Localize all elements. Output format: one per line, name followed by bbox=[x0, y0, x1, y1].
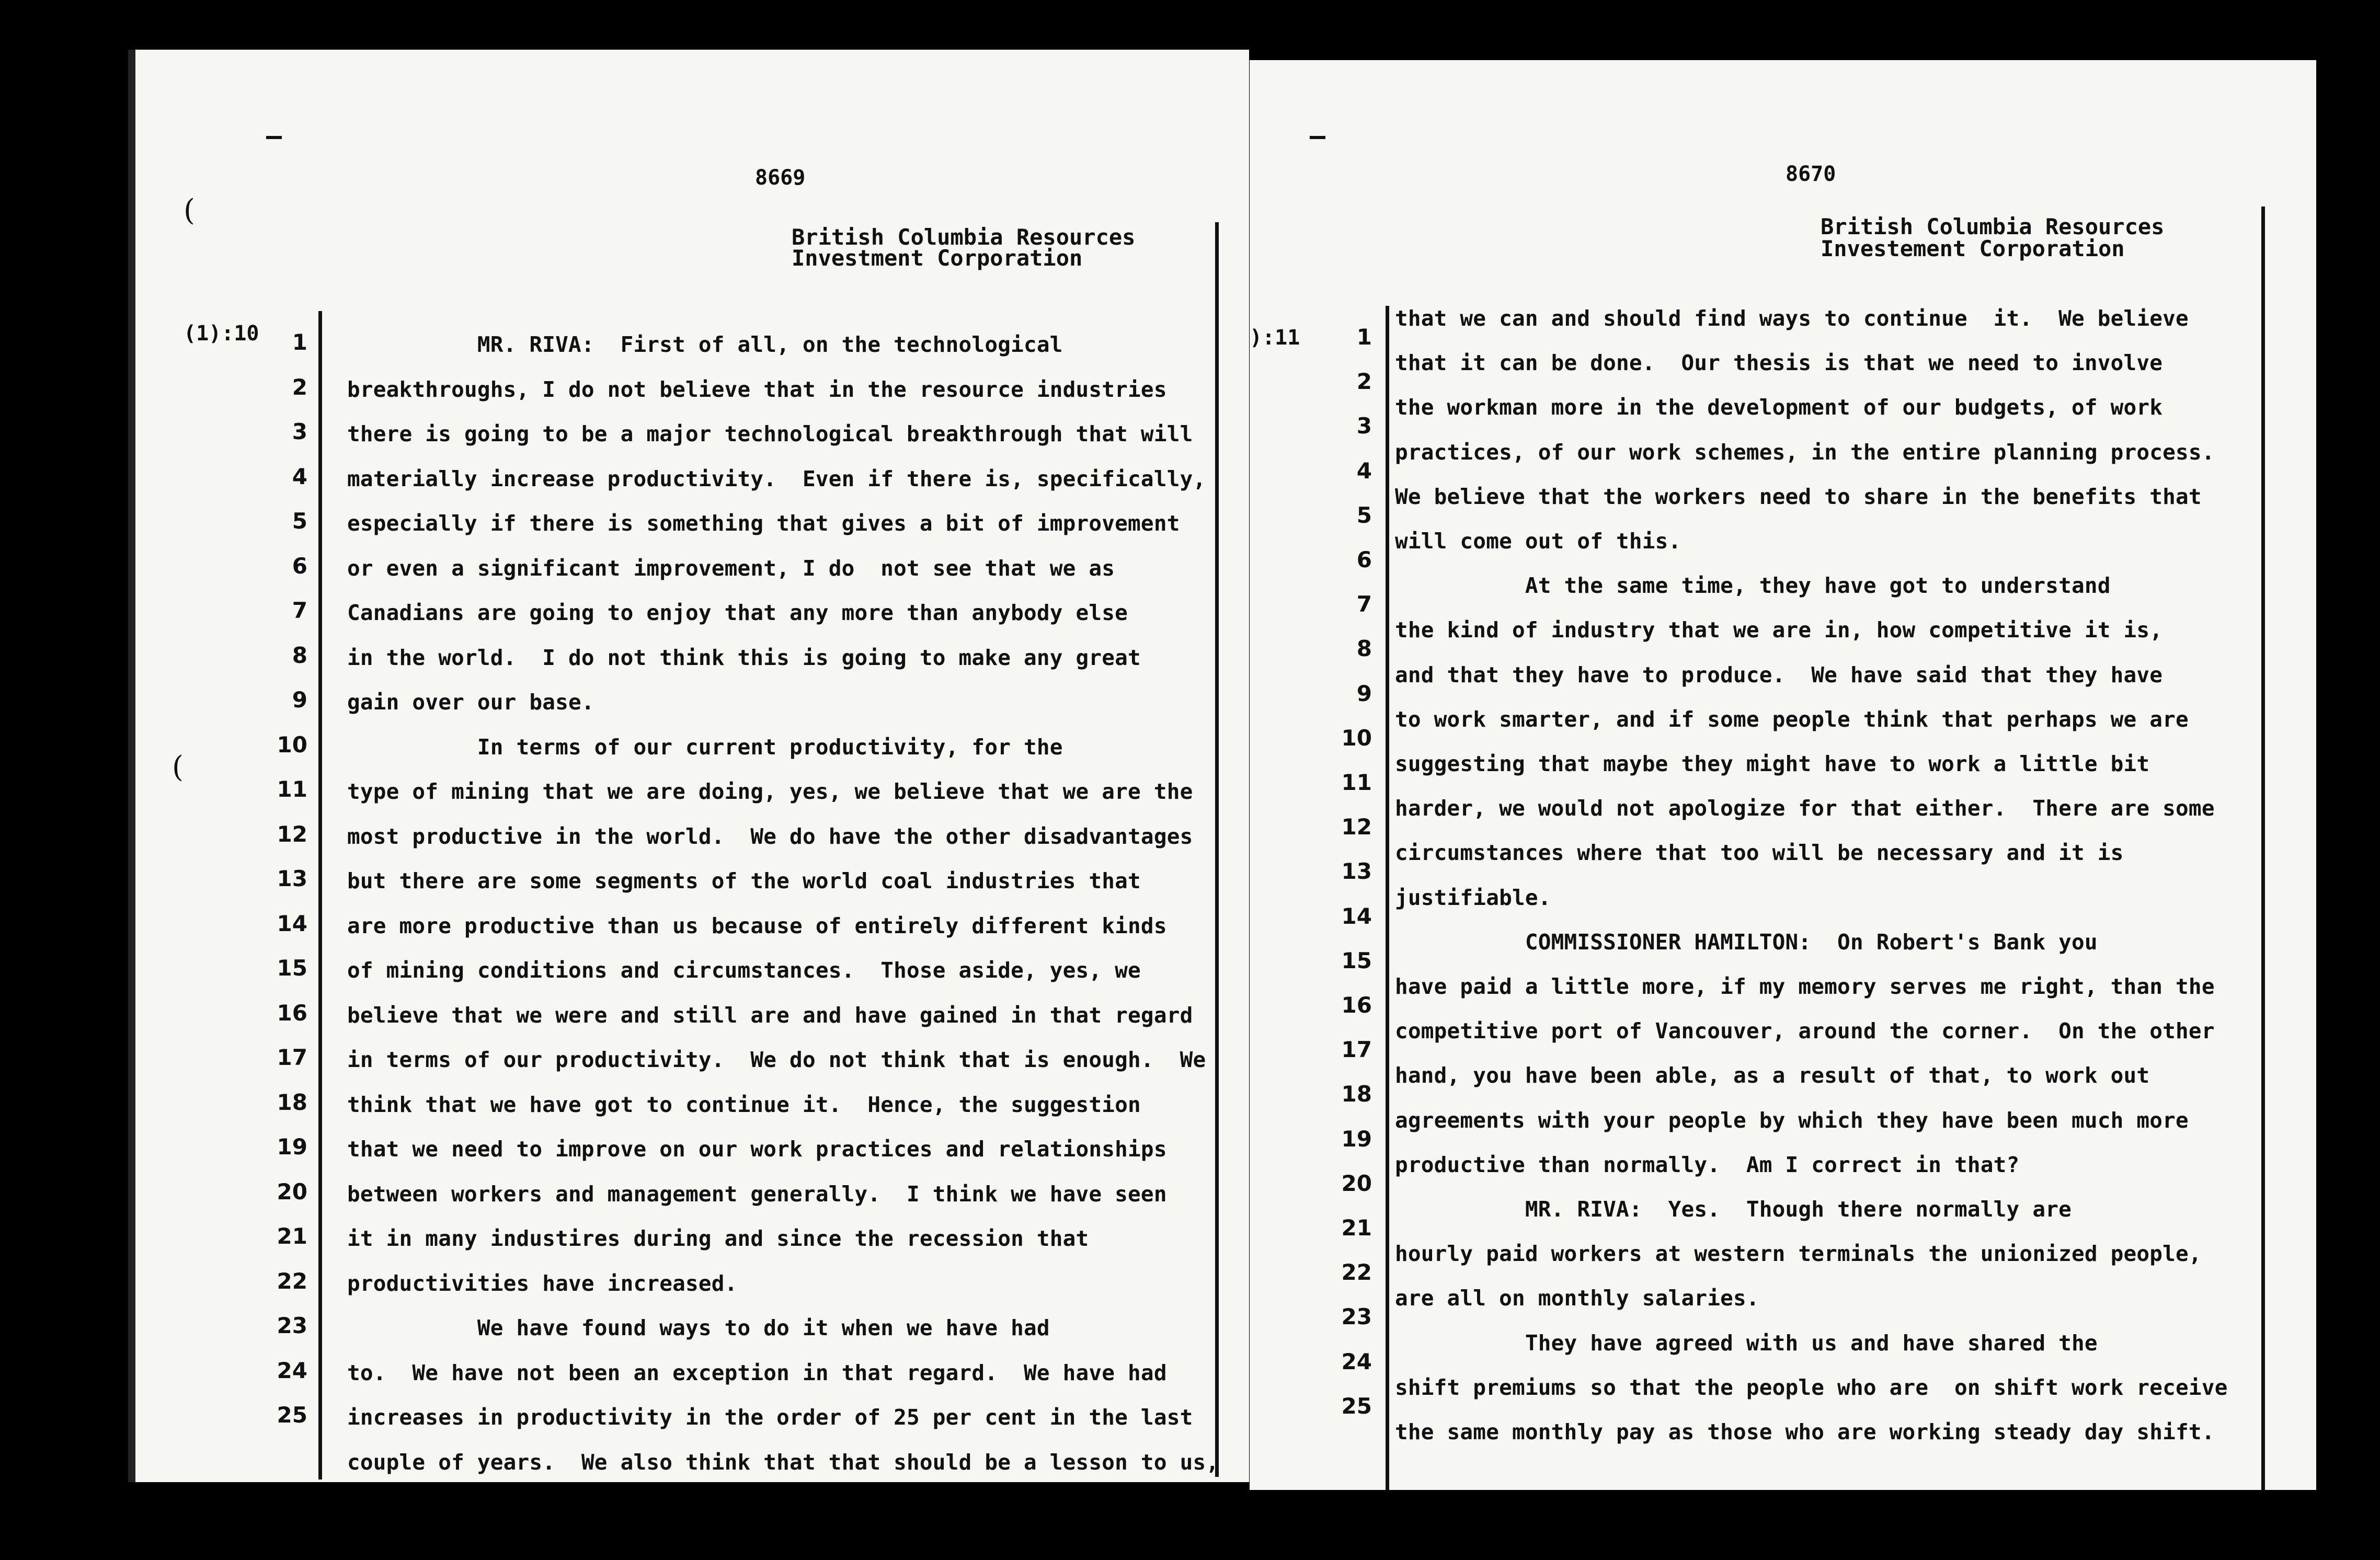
line-number: 20 bbox=[277, 1178, 307, 1205]
line-number: 9 bbox=[292, 687, 307, 713]
left-page bbox=[128, 50, 1249, 1482]
line-number: 23 bbox=[1341, 1304, 1372, 1330]
right-margin-rule bbox=[1215, 222, 1219, 1477]
text-line: in the world. I do not think this is going to make any great bbox=[347, 645, 1141, 670]
line-number-rule bbox=[318, 311, 322, 1479]
text-line: hand, you have been able, as a result of that, to work out bbox=[1395, 1063, 2150, 1088]
line-number: 8 bbox=[1356, 636, 1372, 662]
text-line: MR. RIVA: Yes. Though there normally are bbox=[1395, 1197, 2072, 1222]
text-line: gain over our base. bbox=[347, 690, 594, 715]
margin-parenthesis: ( bbox=[172, 750, 184, 784]
line-number: 24 bbox=[277, 1357, 307, 1383]
line-number: 14 bbox=[1341, 903, 1372, 929]
text-line: to. We have not been an exception in that regard. We have had bbox=[347, 1360, 1167, 1385]
right-page bbox=[1250, 60, 2316, 1490]
text-line: in terms of our productivity. We do not think that is enough. We bbox=[347, 1047, 1206, 1072]
line-number: 3 bbox=[292, 419, 307, 444]
line-number: 8 bbox=[292, 642, 307, 668]
text-line: increases in productivity in the order of 25 per cent in the last bbox=[347, 1405, 1193, 1430]
line-number: 24 bbox=[1341, 1348, 1372, 1374]
line-number: 14 bbox=[277, 910, 307, 936]
text-line: that we can and should find ways to continue it. We believe bbox=[1395, 306, 2189, 331]
line-number: 21 bbox=[1341, 1215, 1372, 1241]
page-number: 8670 bbox=[1786, 162, 1836, 186]
text-line: harder, we would not apologize for that either. There are some bbox=[1395, 796, 2215, 821]
text-line: MR. RIVA: First of all, on the technological bbox=[347, 332, 1063, 357]
line-number: 6 bbox=[292, 553, 307, 579]
line-number: 18 bbox=[1341, 1081, 1372, 1107]
line-number: 18 bbox=[277, 1089, 307, 1115]
text-line: are all on monthly salaries. bbox=[1395, 1286, 1759, 1311]
text-line: between workers and management generally. I think we have seen bbox=[347, 1181, 1167, 1207]
text-line: justifiable. bbox=[1395, 885, 1551, 910]
text-line: shift premiums so that the people who are on shift work receive bbox=[1395, 1374, 2228, 1400]
line-number: 23 bbox=[277, 1313, 307, 1338]
text-line: We have found ways to do it when we have had bbox=[347, 1315, 1050, 1340]
line-number: 22 bbox=[1341, 1259, 1372, 1286]
margin-marker: (1):10 bbox=[184, 322, 259, 346]
page-number: 8669 bbox=[755, 166, 806, 190]
line-number: 5 bbox=[1356, 502, 1372, 528]
line-number: 12 bbox=[1341, 814, 1372, 840]
margin-parenthesis: ( bbox=[184, 193, 195, 227]
line-number: 19 bbox=[1341, 1126, 1372, 1152]
line-number: 9 bbox=[1356, 680, 1372, 706]
text-line: suggesting that maybe they might have to work a little bit bbox=[1395, 751, 2150, 776]
text-line: especially if there is something that gives a bit of improvement bbox=[347, 511, 1180, 536]
line-number: 2 bbox=[292, 374, 307, 400]
margin-dash bbox=[266, 136, 282, 139]
text-line: will come out of this. bbox=[1395, 529, 1681, 554]
text-line: or even a significant improvement, I do not see that we as bbox=[347, 555, 1115, 581]
text-line: most productive in the world. We do have the other disadvantages bbox=[347, 823, 1193, 849]
line-number: 2 bbox=[1356, 369, 1372, 395]
text-line: it in many industires during and since the recession that bbox=[347, 1226, 1089, 1251]
text-line: that we need to improve on our work practices and relationships bbox=[347, 1137, 1167, 1162]
header-title: British Columbia Resources bbox=[1821, 214, 2165, 239]
text-line: productive than normally. Am I correct in that? bbox=[1395, 1152, 2020, 1177]
line-number: 25 bbox=[277, 1402, 307, 1428]
text-line: believe that we were and still are and have gained in that regard bbox=[347, 1002, 1193, 1028]
text-line: that it can be done. Our thesis is that we need to involve bbox=[1395, 350, 2163, 376]
text-line: practices, of our work schemes, in the entire planning process. bbox=[1395, 439, 2215, 465]
line-number: 7 bbox=[292, 598, 307, 623]
line-number: 11 bbox=[277, 776, 307, 802]
text-line: think that we have got to continue it. Hence, the suggestion bbox=[347, 1092, 1141, 1117]
line-number: 20 bbox=[1341, 1170, 1372, 1196]
text-line: couple of years. We also think that that should be a lesson to us, bbox=[347, 1449, 1219, 1475]
line-number: 5 bbox=[292, 508, 307, 534]
line-number: 11 bbox=[1341, 770, 1372, 795]
text-line: COMMISSIONER HAMILTON: On Robert's Bank you bbox=[1395, 929, 2098, 955]
line-number: 1 bbox=[292, 329, 307, 355]
line-number: 15 bbox=[277, 955, 307, 981]
line-number: 25 bbox=[1341, 1393, 1372, 1419]
text-line: competitive port of Vancouver, around the corner. On the other bbox=[1395, 1018, 2215, 1044]
right-margin-rule bbox=[2261, 207, 2265, 1490]
line-number: 4 bbox=[1356, 457, 1372, 484]
text-line: In terms of our current productivity, for the bbox=[347, 734, 1063, 760]
line-number-rule bbox=[1386, 306, 1389, 1490]
text-line: but there are some segments of the world coal industries that bbox=[347, 868, 1141, 893]
line-number: 13 bbox=[1341, 858, 1372, 885]
text-line: to work smarter, and if some people think that perhaps we are bbox=[1395, 706, 2189, 732]
text-line: circumstances where that too will be necessary and it is bbox=[1395, 840, 2124, 866]
line-number: 12 bbox=[277, 821, 307, 847]
line-number: 16 bbox=[1341, 992, 1372, 1018]
line-number: 19 bbox=[277, 1134, 307, 1160]
line-number: 10 bbox=[277, 731, 307, 758]
text-line: materially increase productivity. Even if there is, specifically, bbox=[347, 466, 1206, 491]
line-number: 3 bbox=[1356, 413, 1372, 439]
text-line: and that they have to produce. We have said that they have bbox=[1395, 662, 2163, 687]
line-number: 13 bbox=[277, 866, 307, 891]
text-line: hourly paid workers at western terminals the unionized people, bbox=[1395, 1241, 2202, 1267]
line-number: 7 bbox=[1356, 591, 1372, 617]
text-line: the kind of industry that we are in, how competitive it is, bbox=[1395, 617, 2163, 643]
text-line: At the same time, they have got to understand bbox=[1395, 573, 2111, 599]
text-line: productivities have increased. bbox=[347, 1270, 738, 1296]
text-line: They have agreed with us and have shared the bbox=[1395, 1330, 2098, 1356]
header-title: British Columbia Resources bbox=[792, 224, 1136, 250]
text-line: Canadians are going to enjoy that any more than anybody else bbox=[347, 600, 1128, 625]
text-line: the workman more in the development of our budgets, of work bbox=[1395, 395, 2163, 420]
header-subtitle: Investement Corporation bbox=[1821, 236, 2125, 261]
line-number: 1 bbox=[1356, 324, 1372, 350]
text-line: the same monthly pay as those who are working steady day shift. bbox=[1395, 1419, 2215, 1444]
text-line: have paid a little more, if my memory serves me right, than the bbox=[1395, 974, 2215, 999]
line-number: 15 bbox=[1341, 947, 1372, 973]
line-number: 6 bbox=[1356, 547, 1372, 572]
text-line: agreements with your people by which they have been much more bbox=[1395, 1107, 2189, 1133]
margin-marker: ):11 bbox=[1250, 326, 1300, 350]
text-line: breakthroughs, I do not believe that in the resource industries bbox=[347, 376, 1167, 402]
text-line: there is going to be a major technological breakthrough that will bbox=[347, 421, 1193, 446]
line-number: 16 bbox=[277, 1000, 307, 1026]
line-number: 4 bbox=[292, 463, 307, 489]
line-number: 17 bbox=[1341, 1037, 1372, 1063]
text-line: of mining conditions and circumstances. Those aside, yes, we bbox=[347, 958, 1141, 983]
margin-dash bbox=[1310, 136, 1325, 139]
text-line: are more productive than us because of entirely different kinds bbox=[347, 913, 1167, 938]
line-number: 22 bbox=[277, 1268, 307, 1294]
line-number: 17 bbox=[277, 1045, 307, 1070]
text-line: type of mining that we are doing, yes, we believe that we are the bbox=[347, 779, 1193, 804]
line-number: 21 bbox=[277, 1223, 307, 1249]
header-subtitle: Investment Corporation bbox=[792, 245, 1083, 271]
text-line: We believe that the workers need to share in the benefits that bbox=[1395, 484, 2202, 509]
line-number: 10 bbox=[1341, 725, 1372, 751]
